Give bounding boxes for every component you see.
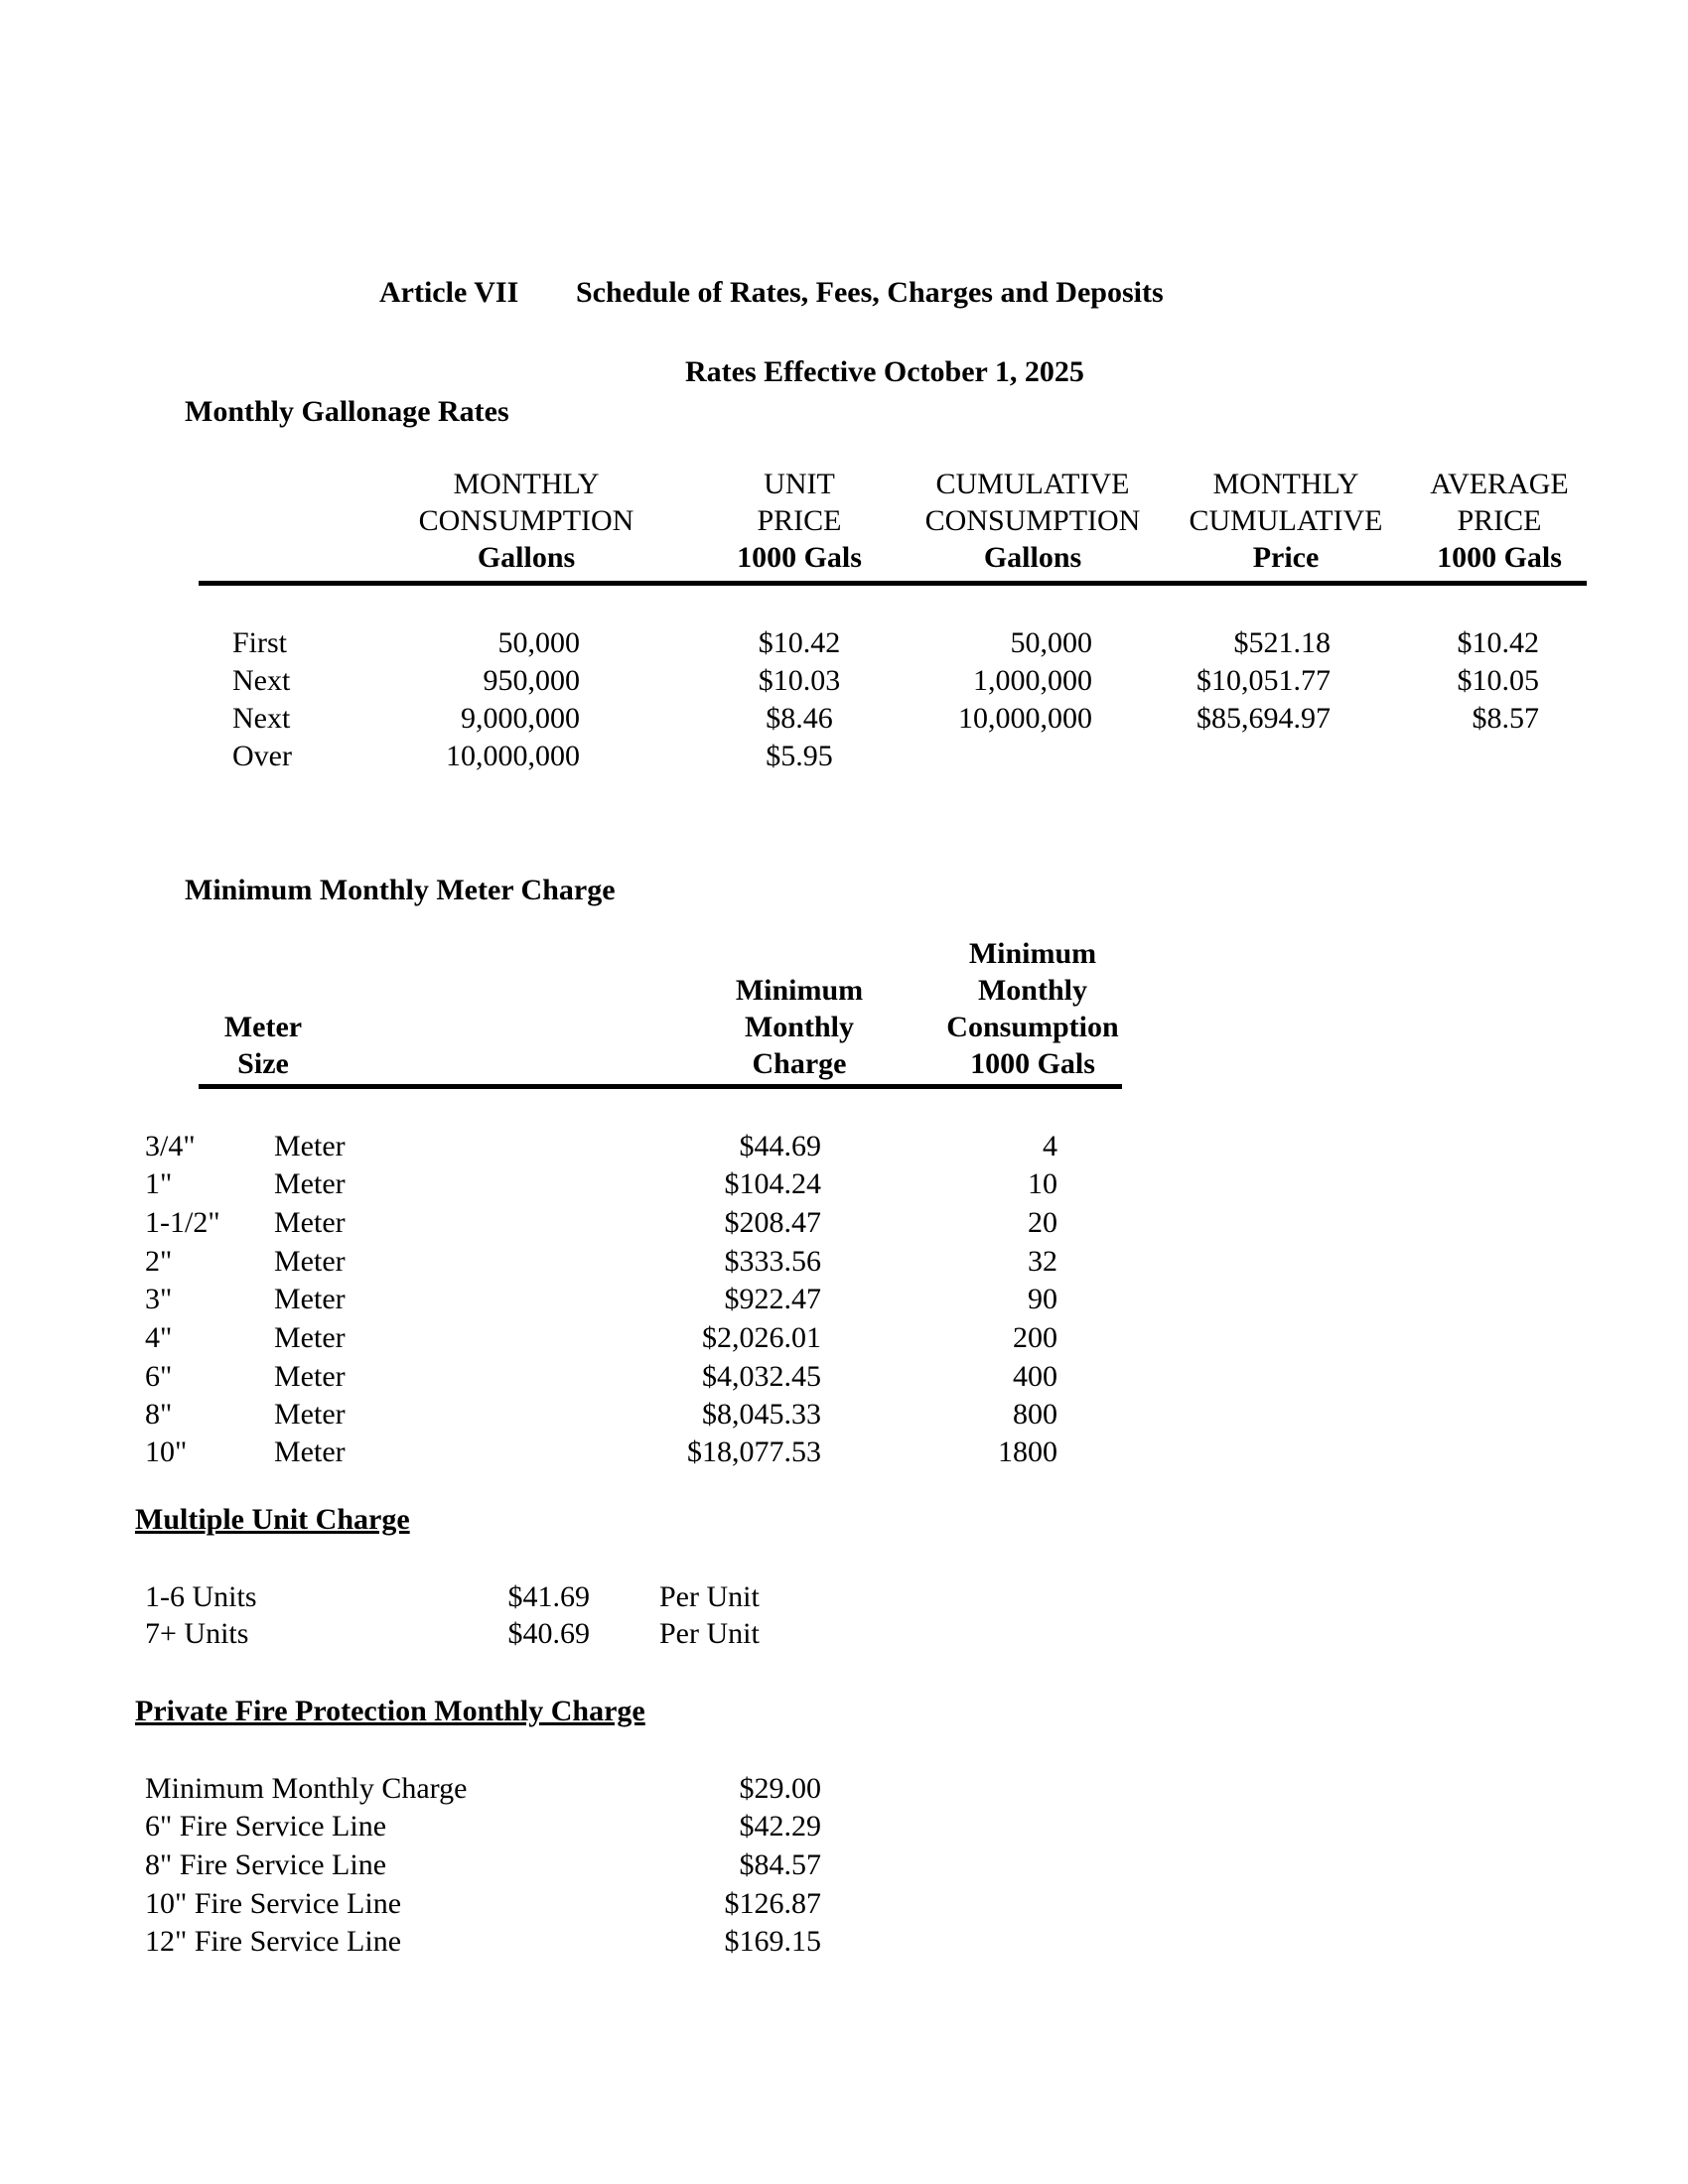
consumption-cell: 9,000,000 [461,702,580,735]
meter-label: Meter [274,1321,346,1354]
meter-charge: $922.47 [724,1283,821,1315]
col-header-line: Consumption [946,1011,1119,1043]
tier-label: Next [232,702,291,735]
fire-label: 6" Fire Service Line [145,1810,387,1843]
col-header-line: PRICE [1457,504,1542,537]
avg-price-cell: $10.42 [1457,626,1539,659]
meter-size: 3/4" [145,1130,196,1162]
col-header-line: Minimum [735,974,864,1007]
unit-label: 7+ Units [145,1617,249,1650]
col-header-line: AVERAGE [1430,468,1569,500]
col-header-line: 1000 Gals [970,1047,1095,1080]
avg-price-cell: $8.57 [1472,702,1539,735]
col-header-line: PRICE [757,504,842,537]
meter-charge: $44.69 [739,1130,821,1162]
col-header-line: Monthly [977,974,1087,1007]
meter-charge: $2,026.01 [702,1321,821,1354]
fire-label: 10" Fire Service Line [145,1887,402,1920]
gallonage-heading: Monthly Gallonage Rates [185,395,509,428]
col-header-line: 1000 Gals [737,541,862,574]
col-header-line: MONTHLY [1212,468,1359,500]
meter-size: 10" [145,1435,188,1468]
meter-size: 4" [145,1321,173,1354]
meter-charge: $4,032.45 [702,1360,821,1393]
meter-consumption: 90 [1028,1283,1057,1315]
meter-label: Meter [274,1398,346,1431]
multiple-unit-heading: Multiple Unit Charge [135,1503,410,1536]
meter-size: 8" [145,1398,173,1431]
meter-size: 1" [145,1167,173,1200]
col-header-line: Minimum [968,937,1097,970]
meter-consumption: 4 [1043,1130,1057,1162]
cum-price-cell: $521.18 [1233,626,1331,659]
meter-size: 1-1/2" [145,1206,220,1239]
meter-label: Meter [274,1360,346,1393]
meter-charge: $18,077.53 [687,1435,821,1468]
fire-label: 12" Fire Service Line [145,1925,402,1958]
cumulative-cell: 50,000 [1010,626,1092,659]
consumption-cell: 10,000,000 [446,740,580,772]
fire-charge: $126.87 [724,1887,821,1920]
meter-consumption: 20 [1028,1206,1057,1239]
meter-size: 6" [145,1360,173,1393]
tier-label: Over [232,740,292,772]
meter-label: Meter [274,1435,346,1468]
effective-date: Rates Effective October 1, 2025 [685,355,1084,388]
col-header-line: Size [237,1047,289,1080]
col-header-line: UNIT [764,468,835,500]
avg-price-cell: $10.05 [1457,664,1539,697]
fire-charge: $84.57 [739,1848,821,1881]
unit-per: Per Unit [659,1617,760,1650]
meter-size: 2" [145,1245,173,1278]
meter-heading: Minimum Monthly Meter Charge [185,874,616,906]
unit-label: 1-6 Units [145,1580,257,1613]
tier-label: Next [232,664,291,697]
cum-price-cell: $85,694.97 [1196,702,1331,735]
cum-price-cell: $10,051.77 [1196,664,1331,697]
meter-charge: $8,045.33 [702,1398,821,1431]
fire-charge: $169.15 [724,1925,821,1958]
unit-price-cell: $10.42 [758,626,841,659]
col-header-line: MONTHLY [453,468,600,500]
unit-charge: $41.69 [507,1580,590,1613]
fire-protection-heading: Private Fire Protection Monthly Charge [135,1695,645,1727]
consumption-cell: 950,000 [483,664,580,697]
meter-consumption: 400 [1013,1360,1057,1393]
meter-consumption: 800 [1013,1398,1057,1431]
meter-size: 3" [145,1283,173,1315]
unit-price-cell: $5.95 [766,740,833,772]
unit-price-cell: $10.03 [758,664,841,697]
unit-charge: $40.69 [507,1617,590,1650]
tier-label: First [232,626,288,659]
meter-charge: $208.47 [724,1206,821,1239]
meter-label: Meter [274,1283,346,1315]
meter-consumption: 10 [1028,1167,1057,1200]
col-header-line: 1000 Gals [1437,541,1562,574]
meter-consumption: 1800 [998,1435,1057,1468]
col-header-line: CONSUMPTION [418,504,634,537]
cumulative-cell: 1,000,000 [973,664,1092,697]
col-header-line: CONSUMPTION [924,504,1141,537]
meter-label: Meter [274,1130,346,1162]
page-title: Schedule of Rates, Fees, Charges and Deposits [576,276,1164,309]
unit-price-cell: $8.46 [766,702,833,735]
cumulative-cell: 10,000,000 [958,702,1092,735]
col-header-line: Gallons [477,541,576,574]
col-header-line: CUMULATIVE [1189,504,1383,537]
col-header-line: Meter [223,1011,303,1043]
meter-label: Meter [274,1206,346,1239]
meter-consumption: 32 [1028,1245,1057,1278]
col-header-line: CUMULATIVE [935,468,1130,500]
meter-charge: $104.24 [724,1167,821,1200]
col-header-line: Monthly [744,1011,854,1043]
meter-label: Meter [274,1245,346,1278]
col-header-line: Gallons [983,541,1082,574]
fire-label: 8" Fire Service Line [145,1848,387,1881]
consumption-cell: 50,000 [497,626,580,659]
col-header-line: Charge [752,1047,847,1080]
col-header-line: Price [1252,541,1320,574]
unit-per: Per Unit [659,1580,760,1613]
header-rule [199,1084,1122,1089]
meter-charge: $333.56 [724,1245,821,1278]
meter-consumption: 200 [1013,1321,1057,1354]
header-rule [199,581,1587,586]
article-number: Article VII [379,276,519,309]
meter-label: Meter [274,1167,346,1200]
fire-charge: $42.29 [739,1810,821,1843]
fire-charge: $29.00 [739,1772,821,1805]
fire-label: Minimum Monthly Charge [145,1772,468,1805]
